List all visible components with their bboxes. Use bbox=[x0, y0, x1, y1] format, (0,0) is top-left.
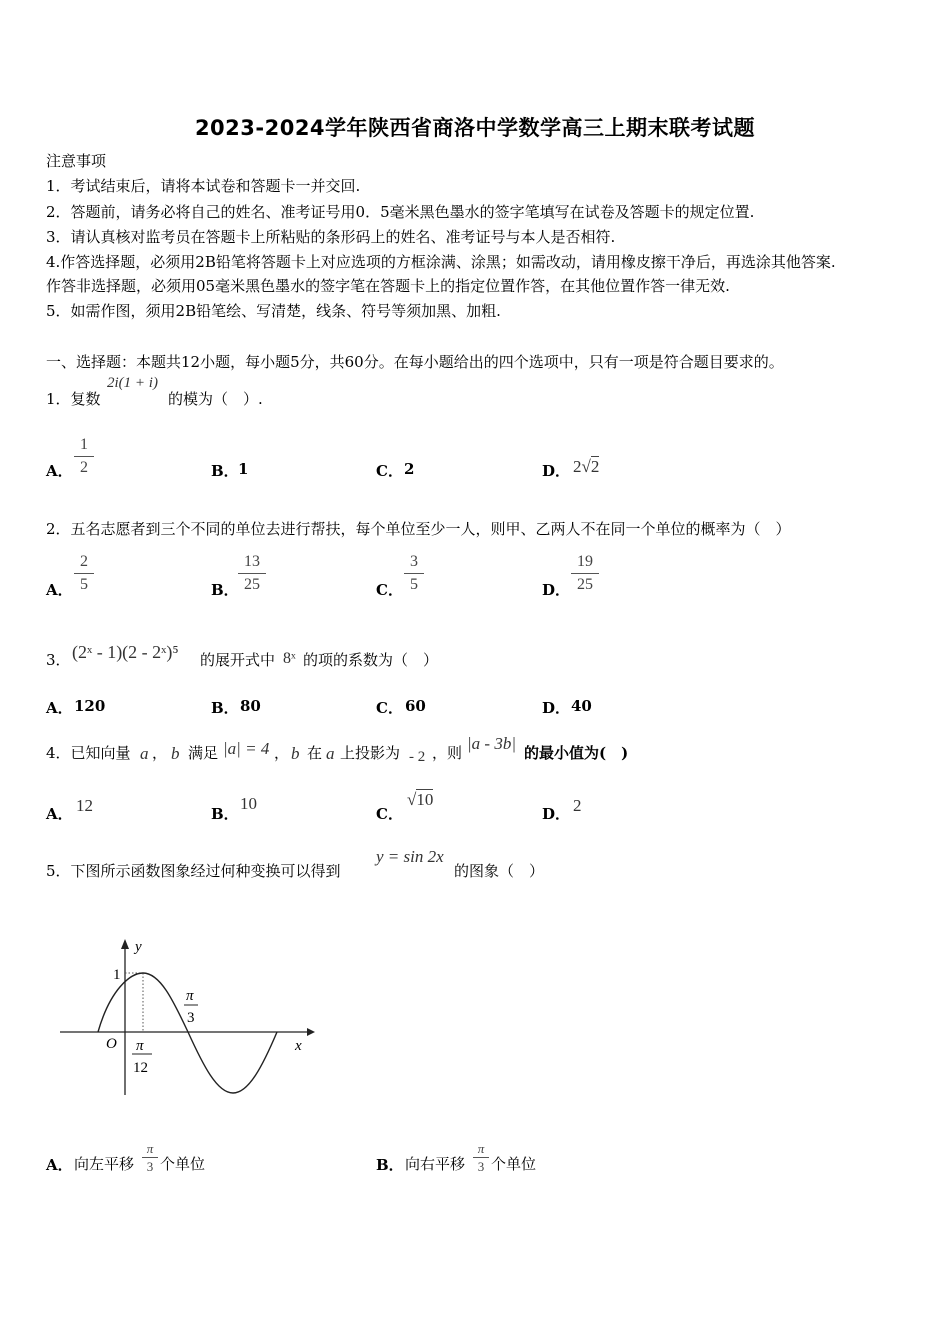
y-axis-label: y bbox=[135, 939, 142, 955]
option-label: B． bbox=[211, 699, 239, 717]
question-4-text: 满足 bbox=[188, 744, 219, 762]
question-3-expression: (2ˣ - 1)(2 - 2ˣ)⁵ bbox=[72, 642, 179, 662]
question-4-tail: 的最小值为( ) bbox=[524, 744, 629, 762]
question-3-term: 8ˣ bbox=[283, 650, 296, 667]
question-4-text: ，则 bbox=[432, 744, 463, 762]
option-value-sqrt: 2√2 bbox=[573, 457, 600, 476]
notice-item: 5．如需作图，须用2B铅笔绘、写清楚，线条、符号等须加黑、加粗. bbox=[46, 302, 501, 320]
option-label: D． bbox=[542, 699, 571, 717]
x-axis-label: x bbox=[295, 1038, 302, 1054]
option-value: 2 bbox=[573, 796, 582, 815]
vector-b: b bbox=[291, 744, 300, 763]
option-text: 向左平移 bbox=[74, 1155, 135, 1173]
question-4-stem: 4．已知向量 bbox=[46, 744, 131, 762]
question-3-number: 3． bbox=[46, 651, 71, 669]
option-label: B． bbox=[376, 1156, 404, 1174]
option-text: 向右平移 bbox=[405, 1155, 466, 1173]
fraction: π 3 bbox=[473, 1141, 489, 1174]
notice-item: 4.作答选择题，必须用2B铅笔将答题卡上对应选项的方框涂满、涂黑；如需改动，请用橡皮擦干净后，再选涂其他答案. bbox=[46, 253, 836, 271]
question-1-tail: 的模为（ ）. bbox=[168, 390, 263, 408]
option-value: 10 bbox=[240, 794, 257, 813]
tick-label-denominator: 3 bbox=[187, 1010, 195, 1026]
projection-value: - 2 bbox=[409, 749, 426, 765]
option-label: C． bbox=[376, 805, 403, 823]
question-4-condition: |a| = 4 bbox=[223, 739, 270, 758]
option-label: D． bbox=[542, 581, 571, 599]
question-3-text: 的展开式中 bbox=[200, 651, 276, 669]
option-value: 2 bbox=[404, 460, 415, 478]
y-axis-arrow bbox=[121, 939, 129, 949]
fraction: 3 5 bbox=[404, 553, 424, 594]
option-value: 40 bbox=[571, 697, 592, 715]
option-label: D． bbox=[542, 462, 571, 480]
fraction: 19 25 bbox=[571, 553, 599, 594]
option-label: C． bbox=[376, 462, 403, 480]
tick-label-pi: π bbox=[186, 988, 194, 1004]
option-label: A． bbox=[46, 805, 73, 823]
punctuation: ， bbox=[274, 744, 290, 762]
fraction: 13 25 bbox=[238, 553, 266, 594]
option-value: 80 bbox=[240, 697, 261, 715]
fraction: π 3 bbox=[142, 1141, 158, 1174]
x-axis-arrow bbox=[307, 1028, 315, 1036]
option-value: 1 bbox=[238, 460, 249, 478]
tick-label-denominator: 12 bbox=[133, 1060, 148, 1076]
section-heading: 一、选择题：本题共12小题，每小题5分，共60分。在每小题给出的四个选项中，只有一项是符合题目要求的。 bbox=[46, 353, 784, 371]
vector-b: b bbox=[171, 744, 180, 763]
option-label: B． bbox=[211, 581, 239, 599]
page-title: 2023-2024学年陕西省商洛中学数学高三上期末联考试题 bbox=[194, 116, 756, 140]
tick-label-pi: π bbox=[136, 1038, 144, 1054]
option-value: 120 bbox=[74, 697, 106, 715]
vector-a: a bbox=[326, 744, 335, 763]
option-label: A． bbox=[46, 462, 73, 480]
origin-label: O bbox=[106, 1036, 117, 1052]
option-label: B． bbox=[211, 462, 239, 480]
question-1-expression: 2i(1 + i) bbox=[107, 375, 158, 391]
vector-a: a bbox=[140, 744, 149, 763]
question-3-tail: 的项的系数为（ ） bbox=[303, 651, 439, 669]
question-4-expression: |a - 3b| bbox=[467, 734, 517, 753]
option-text: 个单位 bbox=[160, 1155, 206, 1173]
question-4-text: 上投影为 bbox=[340, 744, 401, 762]
notice-heading: 注意事项 bbox=[46, 152, 107, 170]
question-5-tail: 的图象（ ） bbox=[454, 862, 545, 880]
question-2-stem: 2．五名志愿者到三个不同的单位去进行帮扶，每个单位至少一人，则甲、乙两人不在同一个单位的概率为（ ） bbox=[46, 520, 791, 538]
sine-graph bbox=[55, 935, 320, 1105]
notice-item: 1．考试结束后，请将本试卷和答题卡一并交回. bbox=[46, 177, 361, 195]
option-label: C． bbox=[376, 581, 403, 599]
question-1-stem: 1．复数 bbox=[46, 390, 101, 408]
option-value: 12 bbox=[76, 796, 93, 815]
option-label: A． bbox=[46, 1156, 73, 1174]
notice-item: 作答非选择题，必须用05毫米黑色墨水的签字笔在答题卡上的指定位置作答，在其他位置作答一律无效. bbox=[46, 277, 730, 295]
notice-item: 2．答题前，请务必将自己的姓名、准考证号用0．5毫米黑色墨水的签字笔填写在试卷及答题卡的规定位置. bbox=[46, 203, 755, 221]
option-value-sqrt: √10 bbox=[407, 790, 434, 809]
notice-item: 3．请认真核对监考员在答题卡上所粘贴的条形码上的姓名、准考证号与本人是否相符. bbox=[46, 228, 616, 246]
fraction: 2 5 bbox=[74, 553, 94, 594]
option-label: C． bbox=[376, 699, 403, 717]
option-label: D． bbox=[542, 805, 571, 823]
punctuation: ， bbox=[152, 744, 168, 762]
fraction: 1 2 bbox=[74, 436, 94, 477]
max-value-label: 1 bbox=[113, 967, 121, 983]
option-label: A． bbox=[46, 581, 73, 599]
option-value: 60 bbox=[405, 697, 426, 715]
question-5-stem: 5．下图所示函数图象经过何种变换可以得到 bbox=[46, 862, 341, 880]
option-label: B． bbox=[211, 805, 239, 823]
option-label: A． bbox=[46, 699, 73, 717]
question-5-expression: y = sin 2x bbox=[376, 847, 444, 866]
option-text: 个单位 bbox=[491, 1155, 537, 1173]
question-4-text: 在 bbox=[307, 744, 323, 762]
